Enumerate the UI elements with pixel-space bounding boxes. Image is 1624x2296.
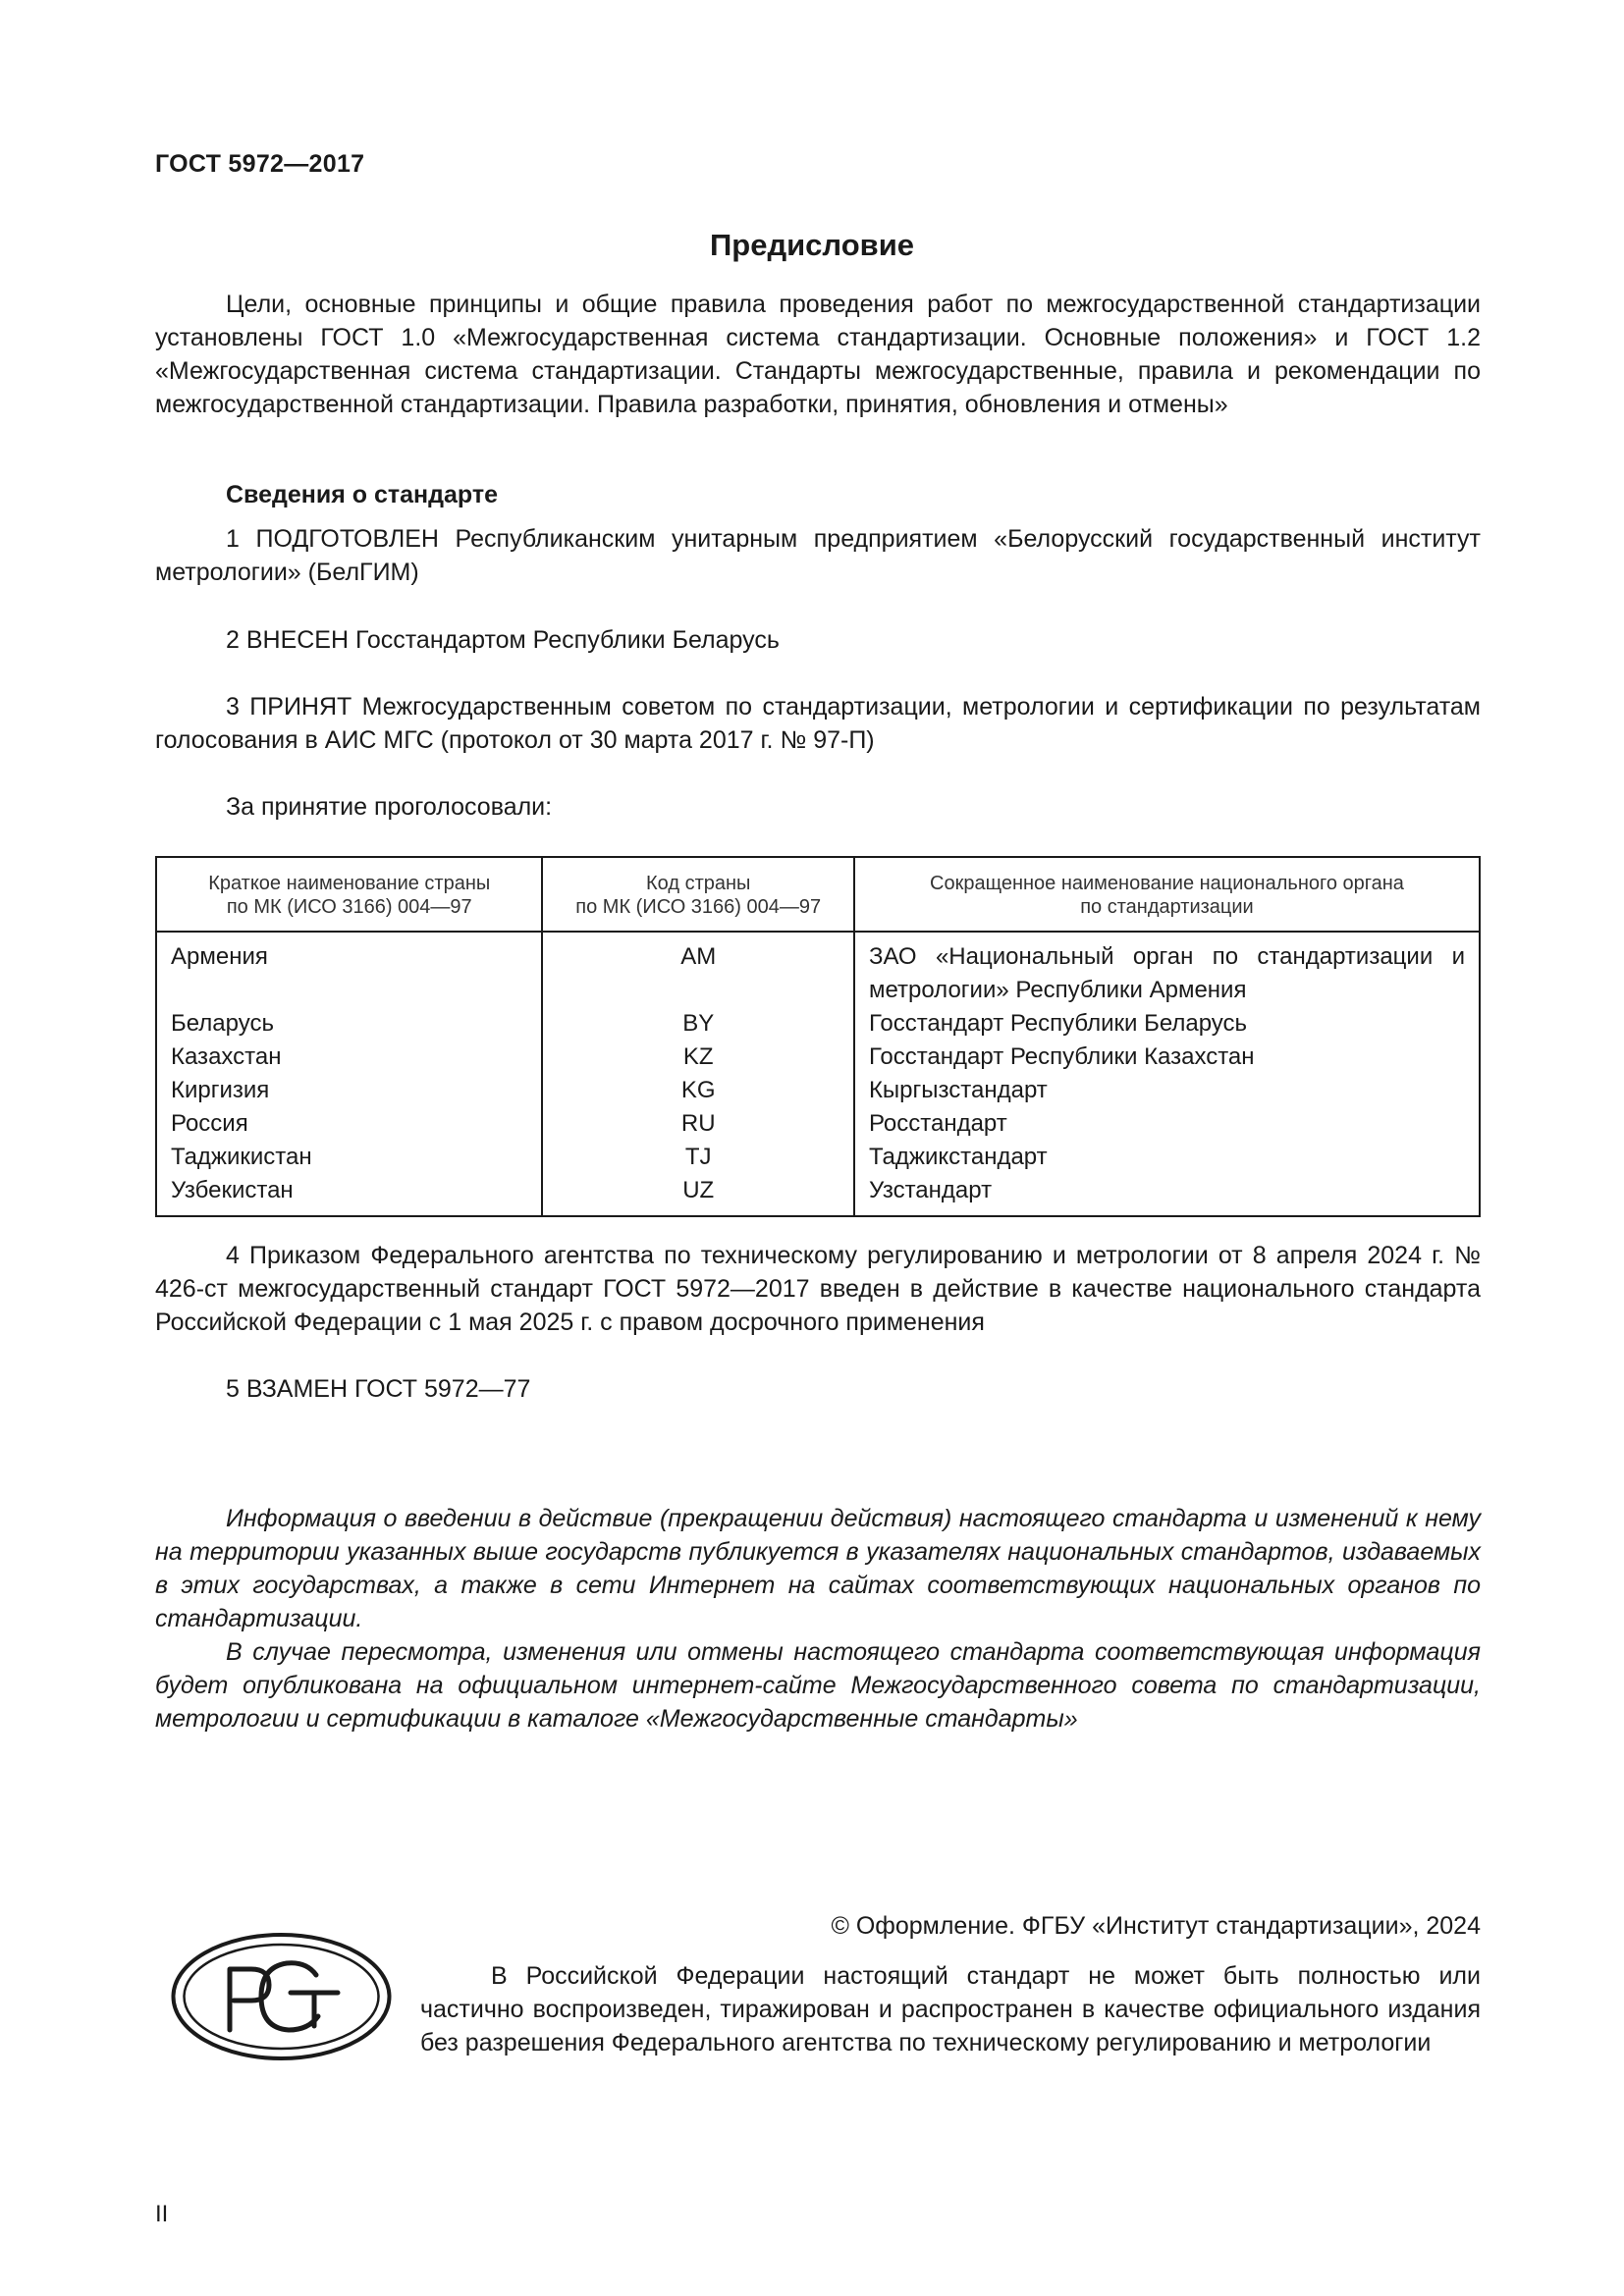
rst-conformity-mark-icon bbox=[171, 1932, 392, 2066]
cell-org: Росстандарт bbox=[854, 1107, 1480, 1141]
item-submitted: 2 ВНЕСЕН Госстандартом Республики Беларусь bbox=[226, 626, 780, 654]
cell-country: Казахстан bbox=[171, 1043, 282, 1070]
cell-org: Госстандарт Республики Казахстан bbox=[854, 1041, 1480, 1074]
table-row bbox=[156, 1141, 1480, 1174]
item-adopted: 3 ПРИНЯТ Межгосударственным советом по стандартизации, метрологии и сертификации по результатам голосования в АИС МГС (протокол от 30 марта 2017 г. № 97-П) bbox=[155, 693, 1481, 754]
header-org-line1: Сокращенное наименование национального органа bbox=[930, 873, 1404, 894]
page-title: Предисловие bbox=[709, 228, 914, 262]
vote-intro: За принятие проголосовали: bbox=[226, 793, 553, 821]
cell-code: AM bbox=[542, 932, 853, 1007]
copyright-line: © Оформление. ФГБУ «Институт стандартизации», 2024 bbox=[831, 1912, 1481, 1940]
table-row bbox=[156, 1174, 1480, 1216]
cell-code: BY bbox=[542, 1007, 853, 1041]
page-number: II bbox=[155, 2201, 169, 2227]
notice-paragraph-2: В случае пересмотра, изменения или отмены настоящего стандарта соответствующая информация будет опубликована на официальном интернет-сайте Межгосударственного совета по стандартизации, метрологии и сертификации в каталоге «Межгосударственные стандарты» bbox=[155, 1638, 1481, 1733]
cell-org: Узстандарт bbox=[854, 1174, 1480, 1216]
table-row bbox=[156, 1007, 1480, 1041]
table-row bbox=[156, 1074, 1480, 1107]
cell-code: TJ bbox=[542, 1141, 853, 1174]
cell-code: KZ bbox=[542, 1041, 853, 1074]
section-heading: Сведения о стандарте bbox=[226, 481, 499, 508]
cell-org: Кыргызстандарт bbox=[854, 1074, 1480, 1107]
cell-country: Киргизия bbox=[171, 1077, 270, 1103]
header-org-line2: по стандартизации bbox=[1080, 896, 1254, 918]
table-row bbox=[156, 932, 1480, 1007]
cell-code: UZ bbox=[542, 1174, 853, 1216]
cell-code: RU bbox=[542, 1107, 853, 1141]
header-country bbox=[156, 857, 542, 932]
header-code-line2: по МК (ИСО 3166) 004—97 bbox=[575, 896, 822, 918]
intro-paragraph: Цели, основные принципы и общие правила проведения работ по межгосударственной стандартизации установлены ГОСТ 1.0 «Межгосударственная система стандартизации. Основные положения» и ГОСТ 1.2 «Межгосударственная система стандартизации. Стандарты межгосударственные, правила и рекомендации по межгосударственной стандартизации. Правила разработки, принятия, обновления и отмены» bbox=[155, 291, 1481, 418]
cell-org: Госстандарт Республики Беларусь bbox=[854, 1007, 1480, 1041]
header-code bbox=[542, 857, 853, 932]
table-header-row bbox=[156, 857, 1480, 932]
document-id-header: ГОСТ 5972—2017 bbox=[155, 150, 365, 178]
item-enacted: 4 Приказом Федерального агентства по техническому регулированию и метрологии от 8 апреля 2024 г. № 426-ст межгосударственный стандарт ГОСТ 5972—2017 введен в действие в качестве национального стандарта Российской Федерации с 1 мая 2025 г. с правом досрочного применения bbox=[155, 1242, 1481, 1336]
cell-country: Россия bbox=[171, 1110, 248, 1137]
table-row bbox=[156, 1041, 1480, 1074]
cell-org: ЗАО «Национальный орган по стандартизации и метрологии» Республики Армения bbox=[854, 932, 1480, 1007]
table-row bbox=[156, 1107, 1480, 1141]
cell-org: Таджикстандарт bbox=[854, 1141, 1480, 1174]
legal-notice: В Российской Федерации настоящий стандарт не может быть полностью или частично воспроизведен, тиражирован и распространен в качестве официального издания без разрешения Федерального агентства по техническому регулированию и метрологии bbox=[420, 1962, 1481, 2056]
item-prepared: 1 ПОДГОТОВЛЕН Республиканским унитарным предприятием «Белорусский государственный институт метрологии» (БелГИМ) bbox=[155, 525, 1481, 586]
header-org bbox=[854, 857, 1480, 932]
cell-country: Узбекистан bbox=[171, 1177, 294, 1203]
header-code-line1: Код страны bbox=[646, 873, 751, 894]
notice-paragraph-1: Информация о введении в действие (прекращении действия) настоящего стандарта и изменений к нему на территории указанных выше государств публикуется в указателях национальных стандартов, издаваемых в этих государствах, а также в сети Интернет на сайтах соответствующих национальных органов по стандартизации. bbox=[155, 1505, 1481, 1632]
cell-code: KG bbox=[542, 1074, 853, 1107]
cell-country: Армения bbox=[171, 943, 268, 970]
header-country-line2: по МК (ИСО 3166) 004—97 bbox=[226, 896, 472, 918]
cell-country: Беларусь bbox=[171, 1010, 274, 1037]
cell-country: Таджикистан bbox=[171, 1144, 312, 1170]
item-replaces: 5 ВЗАМЕН ГОСТ 5972—77 bbox=[226, 1375, 531, 1403]
header-country-line1: Краткое наименование страны bbox=[208, 873, 491, 894]
voting-table bbox=[155, 856, 1481, 1217]
